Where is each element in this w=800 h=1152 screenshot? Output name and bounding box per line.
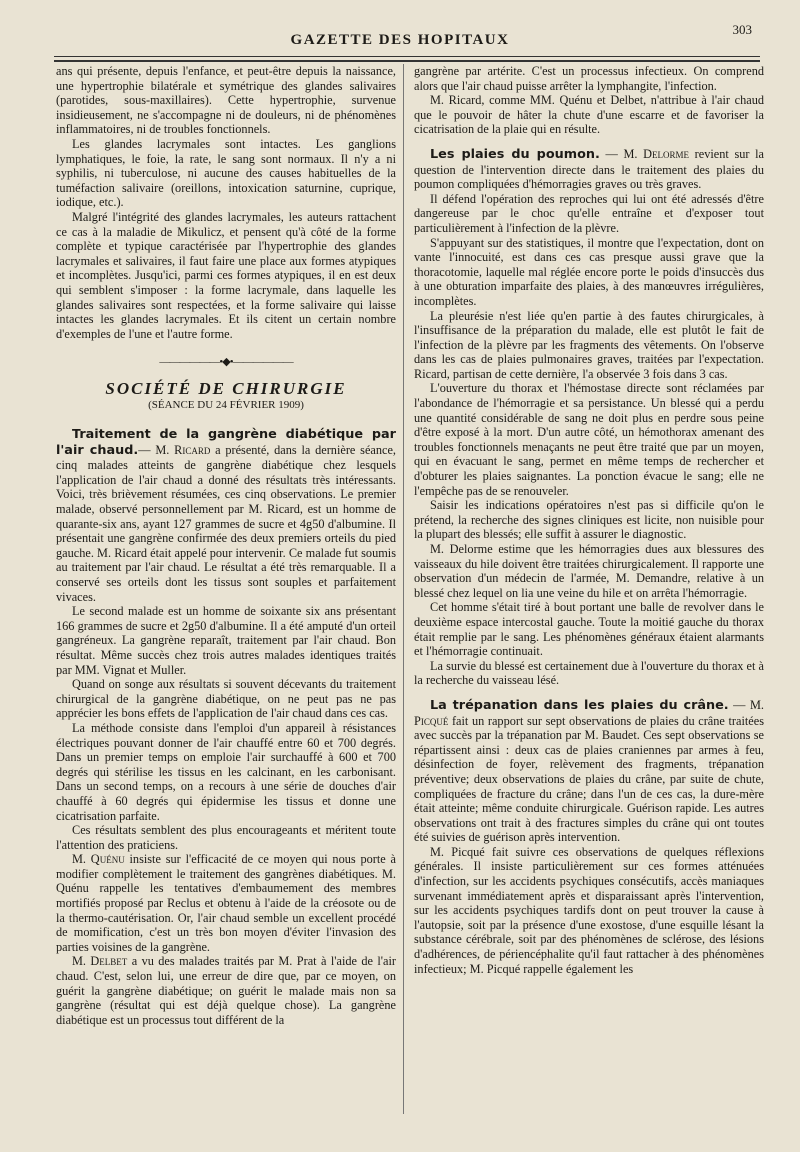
paragraph: La trépanation dans les plaies du crâne. — M. Picqué fait un rapport sur sept observations de plaies du crâne traitées avec succès par la trépanation par M. Baudet. Ces sept observations se répartissent ainsi : deux cas de plaies craniennes par armes à feu, désinfection de foyer, relèvement des fragments, trépanation préventive; deux observations de plaies du crâne, par suite de chute, compliquées de fracture du crâne; dans l'un de ces cas, la dure-mère était atteinte; même conduite chirurgicale. Guérison rapide. Les autres observations ont trait à des fractures simples du crâne qui ont toutes été suivies de guérison après intervention. bbox=[414, 697, 764, 845]
paragraph: La survie du blessé est certainement due à l'ouverture du thorax et à la recherche du vaisseau lésé. bbox=[414, 658, 764, 688]
author-name: Picqué bbox=[414, 713, 449, 728]
paragraph: Saisir les indications opératoires n'est pas si difficile qu'on le prétend, la recherche des signes cliniques est licite, non nuisible pour la plupart des blessés; elle suffit à assurer le diagnostic. bbox=[414, 498, 764, 542]
paragraph: gangrène par artérite. C'est un processus infectieux. On comprend alors que l'air chaud puisse arrêter la lymphangite, l'infection. bbox=[414, 64, 764, 93]
society-date: (SÉANCE DU 24 FÉVRIER 1909) bbox=[148, 399, 304, 412]
society-title: SOCIÉTÉ DE CHIRURGIE bbox=[105, 378, 347, 398]
paragraph: S'appuyant sur des statistiques, il montre que l'expectation, dont on vante l'innocuité, est dans ces cas presque aussi grave que la thoracotomie, laquelle mal réglée encore porte le poids d'insuccès dus à une obturation imparfaite des plaies, à des manœuvres irrégulières, incomplètes. bbox=[414, 235, 764, 308]
paragraph: Traitement de la gangrène diabétique par l'air chaud.— M. Ricard a présenté, dans la dernière séance, cinq malades atteints de gangrène diabétique chez lesquels l'application de l'air chaud a donné des résultats très intéressants. Voici, très brièvement résumées, ces cinq observations. Le premier malade, observé personnellement par M. Ricard, est un homme de quarante-six ans, ayant 127 grammes de sucre et 4g50 d'albumine. Il présentait une gangrène confirmée des deux premiers orteils du pied gauche. M. Ricard était appelé pour intervenir. Ce malade fut soumis au traitement par l'air chaud. Le résultat a été très remarquable. Il a conservé ses orteils dont les tissus sont souples et parfaitement vivaces. bbox=[56, 427, 396, 604]
section-heading: La trépanation dans les plaies du crâne. bbox=[430, 697, 729, 713]
paragraph: M. Quénu insiste sur l'efficacité de ce moyen qui nous porte à modifier complètement le traitement des gangrènes diabétiques. M. Quénu rappelle les tentatives d'embaumement des membres mortifiés proposé par Reclus et obtenu à l'aide de la créosote ou de la thermo-cautérisation. Or, l'air chaud semble un excellent procédé de momification, c'est un très bon moyen d'éviter l'invasion des parties voisines de la gangrène. bbox=[56, 852, 396, 954]
left-column bbox=[56, 64, 396, 1027]
author-name: M. Quénu bbox=[72, 852, 125, 867]
paragraph: Les glandes lacrymales sont intactes. Les ganglions lymphatiques, le foie, la rate, le sang sont normaux. Il n'y a ni syphilis, ni tuberculose, ni aucune des causes habituelles de la tuméfaction salivaire (oreillons, intoxication saturnine, cuprique, iodique, etc.). bbox=[56, 136, 396, 210]
author-name: Ricard bbox=[174, 442, 211, 457]
page-header bbox=[40, 22, 760, 62]
paragraph: Il défend l'opération des reproches qui lui ont été adressés d'être dangereuse par le choc qu'elle entraîne et d'exposer tout particulièrement à l'infection de la plèvre. bbox=[414, 191, 764, 235]
running-title: GAZETTE DES HOPITAUX bbox=[290, 32, 510, 48]
paragraph: Malgré l'intégrité des glandes lacrymales, les auteurs rattachent ce cas à la maladie de Mikulicz, et pensent qu'à côté de la forme complète et typique caractérisée par l'hypertrophie des glandes lacrymales et salivaires, il faut faire une place aux formes atypiques et incomplètes. Jusqu'ici, parmi ces formes atypiques, il en est deux qui semblent s'imposer : la forme lacrymale, dans laquelle les glandes salivaires sont respectées, et la forme salivaire qui laisse intactes les glandes lacrymales. Et ils citent un certain nombre d'exemples de l'une et l'autre forme. bbox=[56, 209, 396, 341]
header-rule bbox=[54, 56, 760, 57]
paragraph: M. Delorme estime que les hémorragies dues aux blessures des vaisseaux du hile doivent être traitées chirurgicalement. Il rapporte une observation d'un médecin de l'armée, M. Demandre, relative à un blessé chez lequel on lia une veine du hile et on arrêta l'hémorragie. bbox=[414, 542, 764, 600]
author-name: Delorme bbox=[643, 146, 689, 161]
page-number: 303 bbox=[732, 22, 752, 37]
paragraph: ans qui présente, depuis l'enfance, et peut-être depuis la naissance, une hypertrophie bilatérale et symétrique des glandes salivaires (parotides, sous-maxillaires). Cette hypertrophie, survenue insidieusement, ne s'accompagne ni de douleurs, ni de phénomènes inflammatoires, ni de troubles fonctionnels. bbox=[56, 64, 396, 137]
paragraph: Les plaies du poumon. — M. Delorme revient sur la question de l'intervention directe dans le traitement des plaies du poumon compliquées d'hémorragies graves ou très graves. bbox=[414, 146, 764, 192]
section-heading: Traitement de la gangrène diabétique par l'air chaud. bbox=[56, 427, 396, 458]
author-name: M. Delbet bbox=[72, 954, 128, 969]
section-heading: Les plaies du poumon. bbox=[430, 146, 600, 162]
paragraph: Ces résultats semblent des plus encourageants et méritent toute l'attention des praticiens. bbox=[56, 823, 396, 852]
right-column bbox=[414, 64, 764, 976]
paragraph: M. Delbet a vu des malades traités par M. Prat à l'aide de l'air chaud. C'est, selon lui, une erreur de dire que, par ce moyen, on guérit la gangrène diabétique; on guérit le malade mais non sa gangrène (résultat qui est déjà quelque chose). La gangrène diabétique est un processus tout différent de la bbox=[56, 954, 396, 1027]
paragraph: M. Ricard, comme MM. Quénu et Delbet, n'attribue à l'air chaud que le pouvoir de hâter la chute d'une escarre et de favoriser la cicatrisation de la plaie qui en résulte. bbox=[414, 93, 764, 137]
paragraph: La pleurésie n'est liée qu'en partie à des fautes chirurgicales, à l'insuffisance de la préparation du malade, elle est plutôt le fait de l'infection de la plèvre par les fragments des vêtements. On l'observe dans les cas de plaies pulmonaires graves, traitées par l'expectation. Ricard, partisan de cette dernière, l'a observée 3 fois dans 3 cas. bbox=[414, 308, 764, 381]
column-divider bbox=[403, 64, 404, 1114]
paragraph: La méthode consiste dans l'emploi d'un appareil à résistances électriques pouvant donner de l'air chauffé entre 60 et 700 degrés. Dans un premier temps on emploie l'air surchauffé à 600 et 700 degrés qui stérilise les tissus en les calcinant, en les carbonisant. Dans un second temps, on a recours à une série de douches d'air chauffé à 60 degrés qui épidermise les tissus et donne une cicatrisation parfaite. bbox=[56, 720, 396, 823]
paragraph: Cet homme s'était tiré à bout portant une balle de revolver dans le deuxième espace intercostal gauche. Toute la moitié gauche du thorax était remplie par le sang. Les phénomènes généraux étaient alarmants et l'hémorragie continuait. bbox=[414, 600, 764, 659]
paragraph: Le second malade est un homme de soixante six ans présentant 166 grammes de sucre et 2g50 d'albumine. Il a été amputé d'un orteil gangréneux. La gangrène reparaît, traitement par l'air chaud. Bon résultat. Même succès chez trois autres malades identiques traités par MM. Vignat et Muller. bbox=[56, 604, 396, 677]
paragraph: L'ouverture du thorax et l'hémostase directe sont réclamées par l'abondance de l'hémorragie et sa persistance. Un blessé qui a perdu une quantité considérable de sang ne doit plus en perdre sous peine d'être exposé à la mort. D'un autre côté, un hémothorax amenant des troubles fonctionnels menaçants ne peut être traité que par un moyen, qui en évacuant le sang, permet en même temps de rechercher et d'obturer les plaies saignantes. La ponction évacue le sang; elle ne l'empêche pas de se renouveler. bbox=[414, 381, 764, 498]
paragraph: Quand on songe aux résultats si souvent décevants du traitement chirurgical de la gangrène diabétique, on ne peut pas ne pas apprécier les bons effets de l'application de l'air chaud dans ces cas. bbox=[56, 677, 396, 721]
section-ornament: ——————•◆•—————— bbox=[159, 356, 293, 369]
header-rule-thick bbox=[54, 60, 760, 62]
paragraph: M. Picqué fait suivre ces observations de quelques réflexions générales. Il insiste particulièrement sur ces formes atténuées d'infection, sur les accidents psychiques consécutifs, accès maniaques survenant immédiatement après et disparaissant après l'intervention, sur les accidents psychiques tardifs dont on peut trouver la cause à l'autopsie, soit par la présence d'une exostose, d'une esquille lésant la substance cérébrale, soit par des phénomènes de sclérose, des lésions d'adhérences, de périencéphalite qu'il faut rattacher à des phénomènes infectieux; M. Picqué rappelle également les bbox=[414, 844, 764, 976]
